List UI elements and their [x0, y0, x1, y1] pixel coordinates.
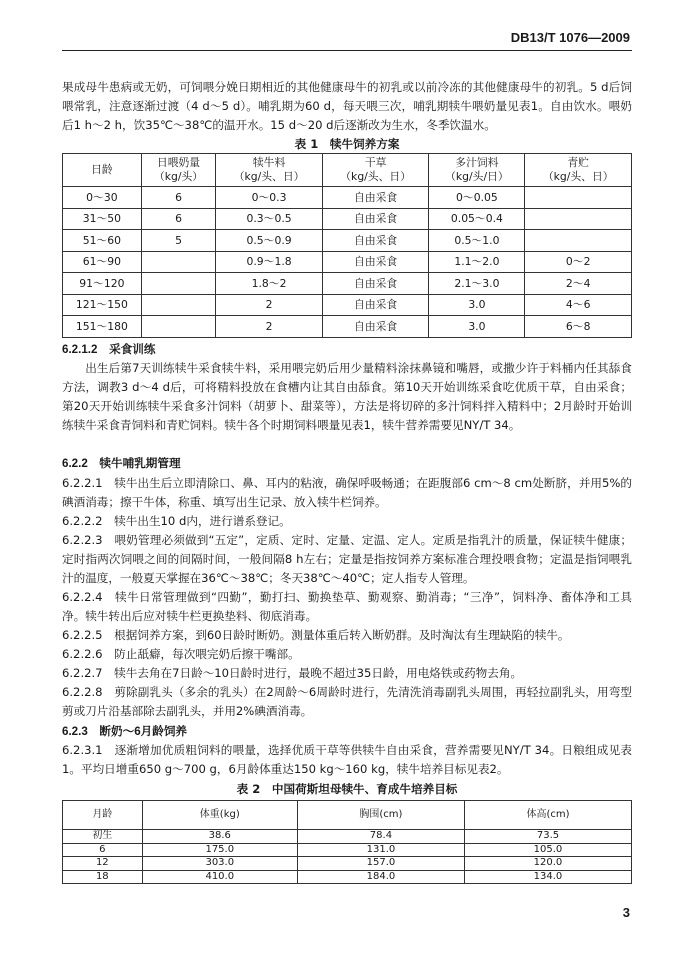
- section-6-2-3-heading: [62, 722, 632, 741]
- table1-header-cell: 多汁饲料 （kg/头/日）: [429, 154, 525, 187]
- table-cell: 6: [63, 843, 143, 857]
- table-cell: [525, 208, 632, 230]
- table-row: [63, 251, 632, 273]
- section-6-2-2-3: [62, 531, 632, 588]
- table-cell: [141, 316, 216, 338]
- clause-number: 6.2.2.2: [62, 514, 103, 528]
- table-cell: 自由采食: [322, 187, 429, 209]
- table-cell: 2: [216, 316, 323, 338]
- table-cell: 12: [63, 857, 143, 871]
- table-cell: 18: [63, 870, 143, 884]
- clause-number: 6.2.2.8: [62, 685, 103, 699]
- clause-number: 6.2.2.6: [62, 647, 103, 661]
- table2-header-cell: 胸围(cm): [297, 801, 464, 830]
- section-title: 犊牛哺乳期管理: [99, 457, 181, 470]
- section-number: 6.2.3: [62, 725, 88, 738]
- table1-header-cell: 青贮 （kg/头、日）: [525, 154, 632, 187]
- table-cell: 51～60: [63, 230, 142, 252]
- clause-text: 犊牛出生10 d内，进行谱系登记。: [114, 514, 291, 528]
- table-cell: 2: [216, 294, 323, 316]
- section-6-2-2-heading: [62, 454, 632, 473]
- table-cell: 134.0: [464, 870, 631, 884]
- clause-number: 6.2.2.5: [62, 628, 103, 642]
- table1-header-cell: 日龄: [63, 154, 142, 187]
- table1-header-cell: 犊牛料 （kg/头、日）: [216, 154, 323, 187]
- table-cell: 184.0: [297, 870, 464, 884]
- section-6-2-2-8: [62, 683, 632, 721]
- section-6-2-2-4: [62, 588, 632, 626]
- section-6-2-2-7: [62, 664, 632, 683]
- table-row: [63, 870, 632, 884]
- table-cell: 410.0: [142, 870, 297, 884]
- clause-text: 犊牛出生后立即清除口、鼻、耳内的粘液，确保呼吸畅通；在距腹部6 cm～8 cm处断脐，并用5%的碘酒消毒；擦干牛体，称重、填写出生记录、放入犊牛栏饲养。: [62, 476, 632, 509]
- table2-header-cell: 体高(cm): [464, 801, 631, 830]
- header-rule: [62, 50, 632, 51]
- table-cell: 1.8～2: [216, 273, 323, 295]
- section-6-2-1-2-text: 出生后第7天训练犊牛采食犊牛料，采用喂完奶后用少量精料涂抹鼻镜和嘴唇，或撒少许于料桶内任其舔食方法，调教3 d～4 d后，可将精料投放在食槽内让其自由舔食。第10天开始训练采食吃优质干草，自由采食；第20天开始训练犊牛采食多汁饲料（胡萝卜、甜菜等），方法是将切碎的多汁饲料拌入精料中；2月龄时开始训练犊牛采食青饲料和青贮饲料。犊牛各个时期饲料喂量见表1，犊牛营养需要见NY/T 34。: [62, 361, 632, 432]
- table-cell: 121～150: [63, 294, 142, 316]
- table-cell: 4～6: [525, 294, 632, 316]
- table-cell: 131.0: [297, 843, 464, 857]
- table-cell: 1.1～2.0: [429, 251, 525, 273]
- clause-number: 6.2.2.4: [62, 590, 103, 604]
- section-number: 6.2.1.2: [62, 343, 98, 356]
- table-cell: 105.0: [464, 843, 631, 857]
- section-6-2-3-1: [62, 741, 632, 779]
- table-cell: 0.5～0.9: [216, 230, 323, 252]
- clause-number: 6.2.2.7: [62, 666, 103, 680]
- table-cell: [141, 251, 216, 273]
- section-6-2-2-1: [62, 474, 632, 512]
- table1-header-cell: 干草 （kg/头、日）: [322, 154, 429, 187]
- table-row: [63, 230, 632, 252]
- table-cell: 73.5: [464, 830, 631, 844]
- table-cell: 3.0: [429, 294, 525, 316]
- table-cell: 0～0.05: [429, 187, 525, 209]
- table-cell: 0.05～0.4: [429, 208, 525, 230]
- table1-header-cell: 日喂奶量 （kg/头）: [141, 154, 216, 187]
- table-cell: 6～8: [525, 316, 632, 338]
- table2-caption: 表 2 中国荷斯坦母犊牛、育成牛培养目标: [236, 782, 458, 796]
- table-cell: 31～50: [63, 208, 142, 230]
- table-cell: 6: [141, 208, 216, 230]
- table-row: [63, 857, 632, 871]
- table-row: [63, 316, 632, 338]
- table-row: [63, 208, 632, 230]
- table2-growth-targets: [62, 800, 632, 884]
- clause-number: 6.2.3.1: [62, 743, 103, 757]
- table1-feeding-plan: [62, 153, 632, 338]
- section-6-2-2-6: [62, 645, 632, 664]
- table1-caption: 表 1 犊牛饲养方案: [294, 137, 400, 151]
- table-cell: 175.0: [142, 843, 297, 857]
- table-cell: [141, 273, 216, 295]
- table-cell: 3.0: [429, 316, 525, 338]
- table-cell: 61～90: [63, 251, 142, 273]
- table-cell: 151～180: [63, 316, 142, 338]
- table-cell: 2～4: [525, 273, 632, 295]
- document-id: DB13/T 1076—2009: [510, 30, 630, 45]
- table-cell: 38.6: [142, 830, 297, 844]
- table-cell: 自由采食: [322, 294, 429, 316]
- table-cell: 0～30: [63, 187, 142, 209]
- table-cell: [525, 230, 632, 252]
- table-row: [63, 273, 632, 295]
- clause-text: 防止舐癖，每次喂完奶后擦干嘴部。: [114, 647, 300, 661]
- table-cell: 120.0: [464, 857, 631, 871]
- table-cell: 0～0.3: [216, 187, 323, 209]
- table-cell: 0.3～0.5: [216, 208, 323, 230]
- table-row: [63, 843, 632, 857]
- table-cell: 91～120: [63, 273, 142, 295]
- table2-header-cell: 月龄: [63, 801, 143, 830]
- clause-text: 剪除副乳头（多余的乳头）在2周龄～6周龄时进行，先清洗消毒副乳头周围，再轻拉副乳头，用弯型剪或刀片沿基部除去副乳头，并用2%碘酒消毒。: [62, 685, 632, 718]
- clause-text: 犊牛日常管理做到“四勤”，勤打扫、勤换垫草、勤观察、勤消毒；“三净”，饲料净、畜体净和工具净。犊牛转出后应对犊牛栏更换垫料、彻底消毒。: [62, 590, 632, 623]
- table2-header-cell: 体重(kg): [142, 801, 297, 830]
- table-cell: 自由采食: [322, 273, 429, 295]
- clause-number: 6.2.2.1: [62, 476, 103, 490]
- section-6-2-2-5: [62, 626, 632, 645]
- intro-paragraph: 果成母牛患病或无奶，可饲喂分娩日期相近的其他健康母牛的初乳或以前冷冻的其他健康母牛的初乳。5 d后饲喂常乳，注意逐渐过渡（4 d～5 d）。哺乳期为60 d，每天喂三次，哺乳期犊牛喂奶量见表1。自由饮水。喂奶后1 h～2 h，饮35℃～38℃的温开水。15 d～20 d后逐渐改为生水，冬季饮温水。: [62, 80, 632, 132]
- table-cell: [525, 187, 632, 209]
- section-6-2-1-2-heading: [62, 340, 632, 359]
- table-row: [63, 187, 632, 209]
- table-cell: 自由采食: [322, 251, 429, 273]
- table-cell: 自由采食: [322, 208, 429, 230]
- table-cell: 初生: [63, 830, 143, 844]
- table-cell: 2.1～3.0: [429, 273, 525, 295]
- table-cell: 78.4: [297, 830, 464, 844]
- table-cell: 5: [141, 230, 216, 252]
- page-number: 3: [622, 905, 630, 920]
- table-cell: 自由采食: [322, 230, 429, 252]
- clause-text: 逐渐增加优质粗饲料的喂量，选择优质干草等供犊牛自由采食，营养需要见NY/T 34。日粮组成见表1。平均日增重650 g～700 g，6月龄体重达150 kg～160 kg，犊牛培养目标见表2。: [62, 743, 632, 776]
- section-title: 断奶～6月龄饲养: [99, 725, 188, 738]
- table-cell: 0.9～1.8: [216, 251, 323, 273]
- table-cell: 0～2: [525, 251, 632, 273]
- table-row: [63, 294, 632, 316]
- table-cell: 6: [141, 187, 216, 209]
- clause-number: 6.2.2.3: [62, 533, 103, 547]
- table-cell: 157.0: [297, 857, 464, 871]
- section-6-2-2-2: [62, 512, 632, 531]
- section-title: 采食训练: [109, 343, 156, 356]
- table-cell: [141, 294, 216, 316]
- table-cell: 自由采食: [322, 316, 429, 338]
- clause-text: 喂奶管理必须做到“五定”，定质、定时、定量、定温、定人。定质是指乳汁的质量，保证犊牛健康；定时指两次饲喂之间的间隔时间，一般间隔8 h左右；定量是指按饲养方案标准合理投喂食物；定温是指饲喂乳汁的温度，一般夏天掌握在36℃～38℃；冬天38℃～40℃；定人指专人管理。: [62, 533, 632, 585]
- clause-text: 根据饲养方案，到60日龄时断奶。测量体重后转入断奶群。及时淘汰有生理缺陷的犊牛。: [114, 628, 570, 642]
- table-cell: 303.0: [142, 857, 297, 871]
- table-cell: 0.5～1.0: [429, 230, 525, 252]
- table-row: [63, 830, 632, 844]
- clause-text: 犊牛去角在7日龄～10日龄时进行，最晚不超过35日龄，用电烙铁或药物去角。: [114, 666, 523, 680]
- section-number: 6.2.2: [62, 457, 88, 470]
